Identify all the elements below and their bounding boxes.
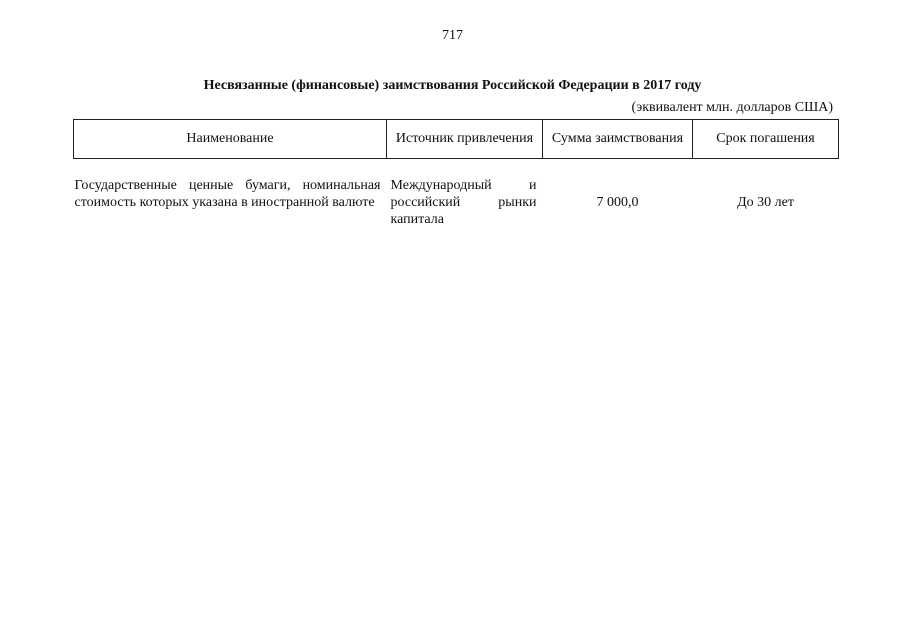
header-term: Срок погашения: [693, 120, 839, 159]
units-note: (эквивалент млн. долларов США): [631, 100, 833, 115]
term-value: До 30 лет: [737, 195, 794, 210]
page-number: 717: [442, 28, 463, 43]
cell-amount: [543, 159, 693, 230]
amount-value: 7 000,0: [596, 195, 639, 210]
table-header-row: [74, 120, 839, 159]
table-row: [74, 159, 839, 230]
header-name: Наименование: [74, 120, 387, 159]
document-title: Несвязанные (финансовые) заимствования Российской Федерации в 2017 году: [203, 78, 702, 93]
header-amount: Сумма заимствования: [543, 120, 693, 159]
borrowing-table: [73, 119, 839, 229]
header-source: Источник привлечения: [387, 120, 543, 159]
cell-name: Государственные ценные бумаги, номинальная стоимость которых указана в иностранной валюте: [74, 178, 381, 210]
cell-source: Международный и российский рынки капитала: [390, 178, 537, 227]
cell-term: [693, 159, 839, 230]
